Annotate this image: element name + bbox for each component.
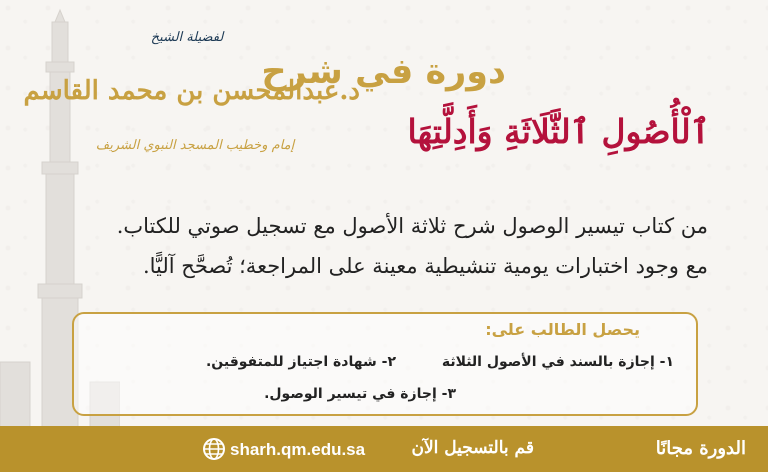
sheikh-name: د.عبدالمحسن بن محمد القاسم [23, 76, 360, 106]
sheikh-title: إمام وخطيب المسجد النبوي الشريف [95, 138, 295, 153]
free-course-label: الدورة مجانًا [655, 438, 746, 459]
description-line-1: من كتاب تيسير الوصول شرح ثلاثة الأصول مع تسجيل صوتي للكتاب. [116, 214, 708, 238]
book-title: ٱلْأُصُولِ ٱلثَّلَاثَةِ وَأَدِلَّتِهَا [407, 112, 710, 151]
website-link[interactable]: sharh.qm.edu.sa [230, 440, 366, 459]
course-title: دورة في شرح [261, 52, 506, 92]
footer-bar [0, 426, 768, 472]
benefit-item: ١- إجازة بالسند في الأصول الثلاثة [441, 354, 674, 370]
sheikh-honorific: لفضيلة الشيخ [150, 30, 224, 45]
benefits-box [72, 312, 698, 416]
benefits-title: يحصل الطالب على: [485, 320, 640, 339]
benefit-item: ٢- شهادة اجتياز للمتفوقين. [205, 354, 396, 370]
globe-icon [202, 437, 226, 461]
register-now-label[interactable]: قم بالتسجيل الآن [411, 438, 534, 458]
benefit-item: ٣- إجازة في تيسير الوصول. [264, 386, 456, 402]
description-line-2: مع وجود اختبارات يومية تنشيطية معينة على المراجعة؛ تُصحَّح آليًّا. [142, 254, 708, 278]
